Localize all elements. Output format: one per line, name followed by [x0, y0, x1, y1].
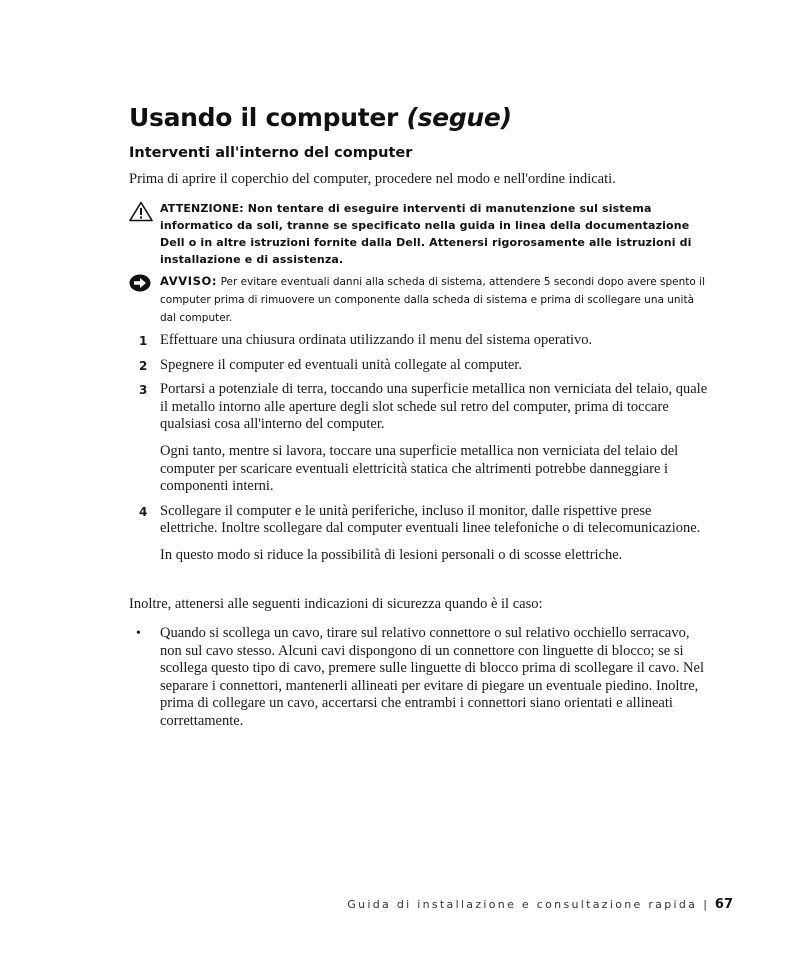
step-text: Scollegare il computer e le unità periferiche, incluso il monitor, dalle rispettive prese elettriche. Inoltre scollegare dal computer eventuali linee telefoniche o di telecomunicazione.	[160, 502, 701, 537]
page-title-main: Usando il computer	[129, 103, 399, 132]
warning-triangle-icon	[129, 201, 153, 227]
step-number: 2	[139, 358, 148, 373]
footer-guide-title: Guida di installazione e consultazione rapida	[347, 898, 698, 911]
additional-safety-intro: Inoltre, attenersi alle seguenti indicazioni di sicurezza quando è il caso:	[129, 596, 543, 612]
step-item	[129, 381, 709, 496]
page-number: 67	[714, 897, 733, 912]
warning-notice	[129, 200, 709, 268]
page-title	[129, 103, 512, 132]
step-note: In questo modo si riduce la possibilità di lesioni personali o di scosse elettriche.	[160, 546, 623, 563]
step-text: Spegnere il computer ed eventuali unità collegate al computer.	[160, 356, 522, 373]
step-number: 1	[139, 334, 148, 348]
bullet-text: Quando si scollega un cavo, tirare sul relativo connettore o sul relativo occhiello serracavo, non sul cavo stesso. Alcuni cavi dispongono di un connettore con linguette di blocco; se si scollega questo tipo di cavo, premere sulle linguette di blocco prima di scollegare il cavo. Nel separare i connettori, mantenerli allineati per evitare di piegare un eventuale piedino. Inoltre, prima di collegare un cavo, accertarsi che entrambi i connettori siano orientati e allineati correttamente.	[160, 625, 704, 729]
warning-text: ATTENZIONE: Non tentare di eseguire interventi di manutenzione sul sistema informatico da soli, tranne se specificato nella guida in linea della documentazione Dell o in altre istruzioni fornite dalla Dell. Attenersi rigorosamente alle istruzioni di installazione e di assistenza.	[160, 202, 692, 266]
caution-label: AVVISO:	[160, 274, 218, 288]
intro-paragraph: Prima di aprire il coperchio del computer, procedere nel modo e nell'ordine indicati.	[129, 171, 616, 187]
step-note: Ogni tanto, mentre si lavora, toccare una superficie metallica non verniciata del telaio del computer per scaricare eventuali elettricità statica che altrimenti potrebbe danneggiare i componenti interni.	[160, 442, 679, 495]
caution-text	[160, 273, 709, 327]
step-number: 3	[139, 383, 148, 398]
step-text: Portarsi a potenziale di terra, toccando una superficie metallica non verniciata del telaio, quale il metallo intorno alle aperture degli slot schede sul retro del computer, prima di toccare qualsiasi cosa all'interno del computer.	[160, 381, 708, 433]
step-number: 4	[139, 504, 148, 519]
step-item	[129, 357, 709, 375]
caution-body: Per evitare eventuali danni alla scheda di sistema, attendere 5 secondi dopo avere spento il computer prima di rimuovere un componente dalla scheda di sistema e prima di scollegare una unità dal computer.	[160, 276, 706, 324]
bullet-marker: •	[136, 626, 141, 641]
caution-notice	[129, 273, 709, 327]
step-text: Effettuare una chiusura ordinata utilizzando il menu del sistema operativo.	[160, 332, 593, 348]
footer-separator: |	[703, 898, 707, 911]
procedure-steps	[129, 332, 709, 572]
page-title-continued: (segue)	[406, 103, 512, 132]
bullet-item	[129, 625, 709, 731]
safety-bullets	[129, 625, 709, 731]
step-item	[129, 332, 709, 350]
notice-arrow-icon	[129, 274, 151, 297]
section-heading: Interventi all'interno del computer	[129, 145, 413, 161]
page-footer	[347, 897, 733, 912]
step-item	[129, 503, 709, 565]
